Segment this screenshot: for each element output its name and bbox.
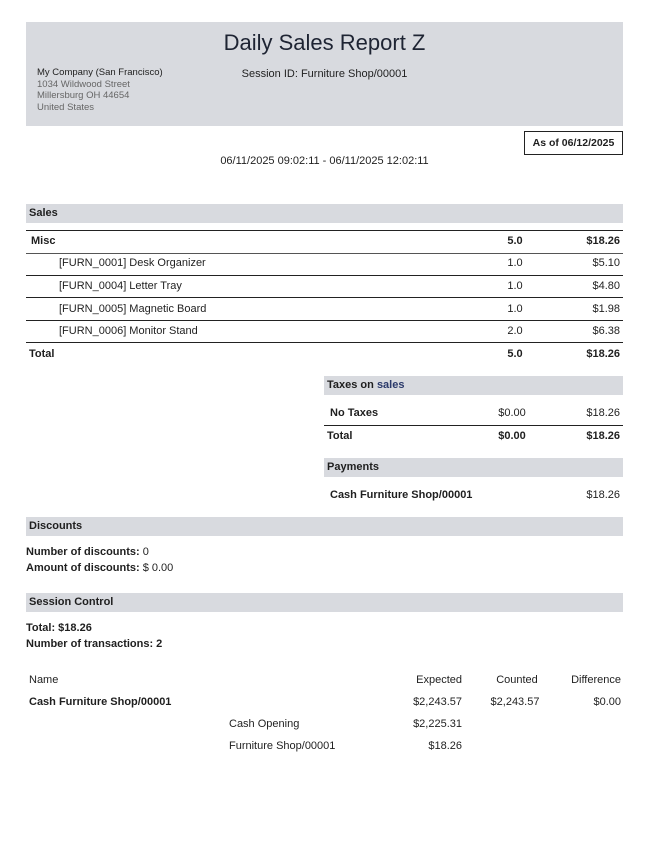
discount-amount-value: $ 0.00: [139, 562, 174, 574]
column-header-name: Name: [29, 674, 59, 686]
session-row-counted: $2,243.57: [490, 696, 540, 708]
sales-total-amount: $18.26: [586, 348, 620, 360]
company-name: My Company (San Francisco): [37, 67, 163, 78]
sales-group-qty: 5.0: [507, 235, 523, 247]
column-header-counted: Counted: [496, 674, 538, 686]
tax-total-base: $18.26: [586, 430, 620, 442]
sales-item-name: [FURN_0005] Magnetic Board: [59, 303, 207, 315]
tax-row-tax: $0.00: [498, 407, 526, 419]
session-row-difference: $0.00: [593, 696, 621, 708]
session-row-expected: $2,243.57: [413, 696, 462, 708]
taxes-header-prefix: Taxes on: [327, 379, 377, 391]
discount-count-label: Number of discounts:: [26, 546, 140, 558]
taxes-header-suffix: sales: [376, 379, 405, 391]
sales-item-amount: $4.80: [592, 280, 620, 292]
tax-total-tax: $0.00: [498, 430, 526, 442]
company-country: United States: [37, 101, 95, 113]
divider: [26, 230, 623, 231]
session-subrow-name: Furniture Shop/00001: [229, 740, 336, 752]
sales-item-qty: 1.0: [507, 257, 523, 269]
tax-total-label: Total: [327, 430, 353, 442]
session-id: Session ID: Furniture Shop/00001: [241, 68, 408, 80]
sales-item-name: [FURN_0001] Desk Organizer: [59, 257, 206, 269]
payments-section-header: Payments: [324, 458, 623, 477]
session-transactions: Number of transactions: 2: [26, 638, 163, 650]
discount-count: [26, 546, 149, 559]
divider: [26, 297, 623, 298]
company-address-line1: 1034 Wildwood Street: [37, 78, 130, 90]
divider: [324, 425, 623, 426]
payment-row-amount: $18.26: [586, 489, 620, 501]
discounts-section-header: Discounts: [26, 517, 623, 536]
discount-amount: [26, 562, 173, 575]
page-title: Daily Sales Report Z: [223, 30, 426, 55]
sales-group-name: Misc: [31, 235, 56, 247]
sales-item-amount: $5.10: [592, 257, 620, 269]
session-control-section-header: Session Control: [26, 593, 623, 612]
sales-item-qty: 1.0: [507, 280, 523, 292]
sales-item-name: [FURN_0006] Monitor Stand: [59, 325, 198, 337]
taxes-section-header: [324, 376, 623, 395]
session-subrow-expected: $18.26: [428, 740, 462, 752]
company-address: [37, 67, 163, 113]
payment-row-name: Cash Furniture Shop/00001: [330, 489, 473, 501]
discount-amount-label: Amount of discounts:: [26, 562, 140, 574]
sales-total-label: Total: [29, 348, 55, 360]
column-header-difference: Difference: [571, 674, 621, 686]
sales-item-name: [FURN_0004] Letter Tray: [59, 280, 182, 292]
sales-item-qty: 2.0: [507, 325, 523, 337]
sales-item-qty: 1.0: [507, 303, 523, 315]
session-subrow-expected: $2,225.31: [413, 718, 462, 730]
session-row-name: Cash Furniture Shop/00001: [29, 696, 172, 708]
as-of-date-box: As of 06/12/2025: [524, 131, 623, 155]
sales-item-amount: $1.98: [592, 303, 620, 315]
session-total: Total: $18.26: [26, 622, 92, 634]
session-subrow-name: Cash Opening: [229, 718, 300, 730]
column-header-expected: Expected: [416, 674, 462, 686]
tax-row-name: No Taxes: [330, 407, 379, 419]
divider: [26, 342, 623, 343]
company-address-line2: Millersburg OH 44654: [37, 90, 130, 101]
discount-count-value: 0: [139, 546, 149, 558]
sales-section-header: Sales: [26, 204, 623, 223]
session-date-range: 06/11/2025 09:02:11 - 06/11/2025 12:02:11: [220, 155, 429, 167]
sales-group-amount: $18.26: [586, 235, 620, 247]
sales-item-amount: $6.38: [592, 325, 620, 337]
divider: [26, 253, 623, 254]
divider: [26, 320, 623, 321]
sales-total-qty: 5.0: [507, 348, 523, 360]
divider: [26, 275, 623, 276]
tax-row-base: $18.26: [586, 407, 620, 419]
